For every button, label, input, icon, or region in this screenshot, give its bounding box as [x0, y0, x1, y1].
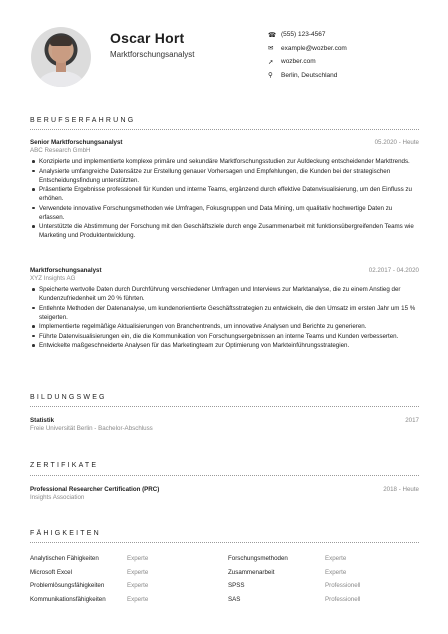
link-icon: ➚: [268, 58, 274, 66]
section-divider: [30, 129, 419, 130]
contact-location-text: Berlin, Deutschland: [281, 71, 338, 79]
contact-email[interactable]: [268, 42, 347, 56]
skill-level: Experte: [127, 596, 149, 604]
skill-name: Problemlösungsfähigkeiten: [30, 582, 105, 590]
job-title: Marktforschungsanalyst: [30, 267, 102, 274]
certificate-dates: 2018 - Heute: [383, 486, 419, 493]
contact-list: [268, 28, 347, 82]
list-item: Verwendete innovative Forschungsmethoden wie Umfragen, Fokusgruppen und Data Mining, um qualitativ hochwertige Daten zu erfassen.: [30, 204, 419, 222]
skill-name: Analytischen Fähigkeiten: [30, 555, 99, 562]
section-title-education: BILDUNGSWEG: [30, 394, 107, 401]
education-dates: 2017: [405, 417, 419, 424]
list-item: Entwickelte maßgeschneiderte Analysen für das Marketingteam zur Optimierung von Markteinführungsstrategien.: [30, 341, 419, 350]
skill-level: Experte: [127, 568, 149, 576]
skills-grid: [30, 552, 419, 607]
person-role: Marktforschungsanalyst: [110, 50, 195, 59]
skill-level: Professionell: [325, 596, 361, 604]
envelope-icon: ✉: [268, 45, 274, 53]
education-entry: [30, 417, 419, 432]
job-bullets: [30, 157, 419, 240]
job-company: ABC Research GmbH: [30, 147, 91, 154]
list-item: Präsentierte Ergebnisse professionell für Kunden und interne Teams, ergänzend durch effektive Datenvisualisierung, um den Einfluss zu erhöhen.: [30, 185, 419, 203]
skill-name: Forschungsmethoden: [228, 555, 288, 562]
section-title-certificates: ZERTIFIKATE: [30, 462, 99, 469]
section-divider: [30, 542, 419, 543]
section-divider: [30, 475, 419, 476]
person-name: Oscar Hort: [110, 30, 185, 46]
contact-email-text[interactable]: example@wozber.com: [281, 44, 347, 52]
job-dates: 02.2017 - 04.2020: [368, 267, 419, 274]
skill-level: Professionell: [325, 582, 361, 590]
list-item: Implementierte regelmäßige Aktualisierungen von Branchentrends, um innovative Analysen und Berichte zu generieren.: [30, 322, 419, 331]
education-title: Statistik: [30, 417, 55, 424]
section-divider: [30, 406, 419, 407]
skill-level: Experte: [127, 555, 149, 562]
skill-name: Microsoft Excel: [30, 568, 72, 576]
section-title-skills: FÄHIGKEITEN: [30, 530, 101, 537]
skill-name: SPSS: [228, 582, 245, 590]
location-pin-icon: ⚲: [268, 72, 273, 80]
education-institution: Freie Universität Berlin - Bachelor-Abschluss: [30, 425, 153, 432]
job-bullets: [30, 285, 419, 350]
certificate-issuer: Insights Association: [30, 494, 85, 501]
job-entry: [30, 139, 419, 241]
contact-location: [268, 69, 347, 83]
contact-website[interactable]: [268, 55, 347, 69]
contact-website-text[interactable]: wozber.com: [281, 58, 316, 66]
job-company: XYZ Insights AG: [30, 275, 76, 282]
list-item: Speicherte wertvolle Daten durch Durchführung verschiedener Umfragen und Interviews zur Marktanalyse, die zu einem Anstieg der Kundenzufriedenheit um 20 % führten.: [30, 285, 419, 303]
resume-header: [0, 0, 448, 108]
job-entry: [30, 267, 419, 351]
list-item: Konzipierte und implementierte komplexe primäre und sekundäre Marktforschungsstudien zur Aufdeckung entscheidender Markttrends.: [30, 157, 419, 166]
skill-level: Experte: [325, 555, 347, 562]
certificate-entry: [30, 486, 419, 501]
skill-level: Experte: [325, 568, 347, 576]
contact-phone-text: (555) 123-4567: [281, 31, 326, 39]
list-item: Führte Datenvisualisierungen ein, die die Kommunikation von Forschungsergebnissen an interne Teams und Kunden verbesserten.: [30, 332, 419, 341]
certificate-title: Professional Researcher Certification (PRC): [30, 486, 160, 493]
skill-name: SAS: [228, 596, 241, 604]
skill-level: Experte: [127, 582, 149, 590]
job-title: Senior Marktforschungsanalyst: [30, 139, 123, 146]
list-item: Entlehnte Methoden der Datenanalyse, um kundenorientierte Geschäftsstrategien zu entwickeln, die den Umsatz im ersten Jahr um 15 % steigerten.: [30, 304, 419, 322]
job-dates: 05.2020 - Heute: [374, 139, 419, 146]
section-title-experience: BERUFSERFAHRUNG: [30, 117, 136, 124]
phone-icon: ☎: [268, 31, 277, 39]
avatar: [31, 27, 91, 87]
skill-name: Zusammenarbeit: [228, 568, 275, 576]
list-item: Analysierte umfangreiche Datensätze zur Erstellung genauer Vorhersagen und Empfehlungen, die Kunden bei der strategischen Entscheidungsfindung unterstützten.: [30, 167, 419, 185]
contact-phone: [268, 28, 347, 42]
list-item: Unterstützte die Abstimmung der Forschung mit den Geschäftsziele durch enge Zusammenarbeit mit funktionsübergreifenden Teams wie Marketing und Produktentwicklung.: [30, 222, 419, 240]
skill-name: Kommunikationsfähigkeiten: [30, 596, 106, 604]
